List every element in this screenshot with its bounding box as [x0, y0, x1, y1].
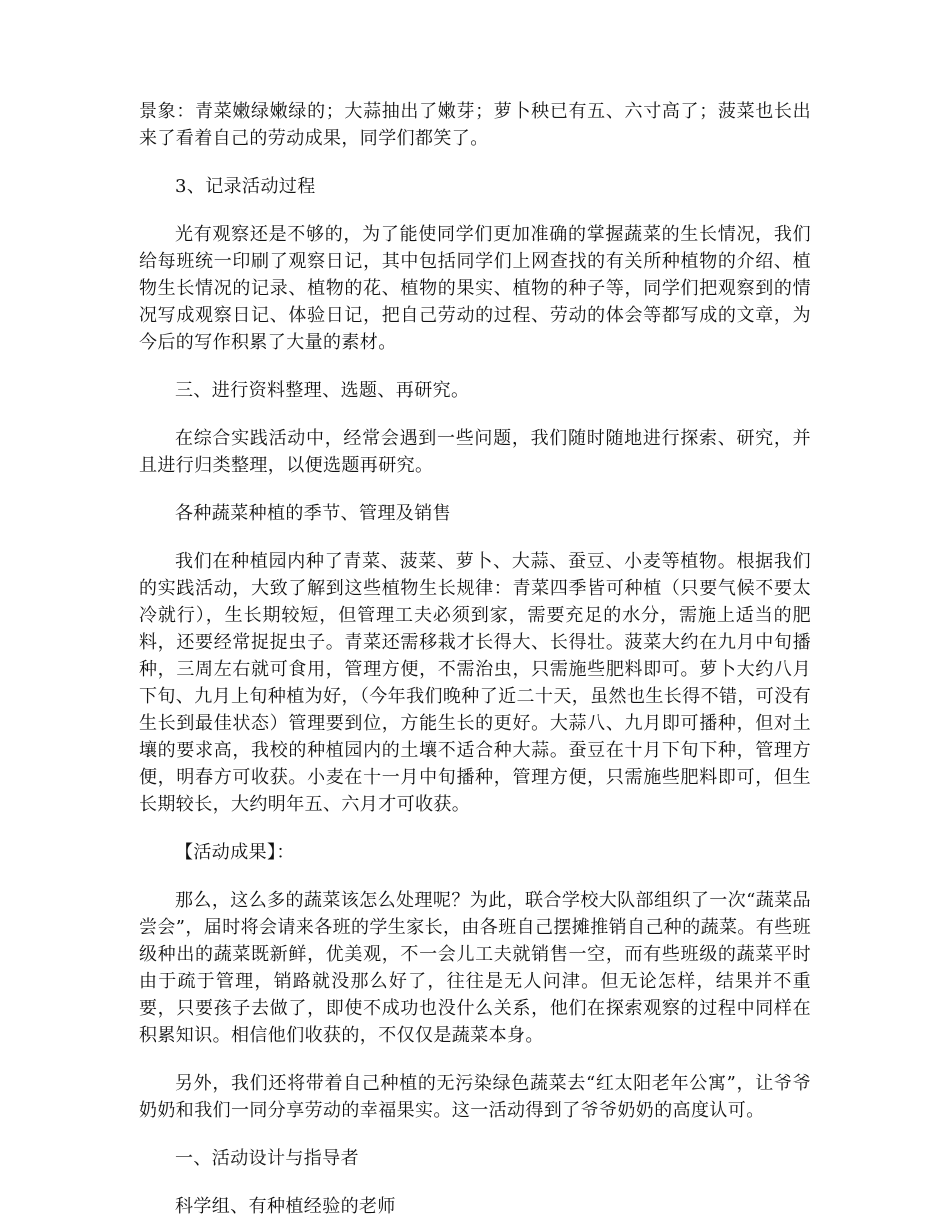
paragraph-planting-details: 我们在种植园内种了青菜、菠菜、萝卜、大蒜、蚕豆、小麦等植物。根据我们的实践活动，大致了解到这些植物生长规律：青菜四季皆可种植（只要气候不要太冷就行），生长期较短，但管理工夫必须到家，需要充足的水分，需施上适当的肥料，还要经常捉捉虫子。青菜还需移栽才长得大、长得壮。菠菜大约在九月中旬播种，三周左右就可食用，管理方便，不需治虫，只需施些肥料即可。萝卜大约八月下旬、九月上旬种植为好，（今年我们晚种了近二十天，虽然也生长得不错，可没有生长到最佳状态）管理要到位，方能生长的更好。大蒜八、九月即可播种，但对土壤的要求高，我校的种植园内的土壤不适合种大蒜。蚕豆在十月下旬下种，管理方便，明春方可收获。小麦在十一月中旬播种，管理方便，只需施些肥料即可，但生长期较长，大约明年五、六月才可收获。: [139, 551, 811, 815]
section-heading-data-organization: 三、进行资料整理、选题、再研究。: [175, 380, 470, 401]
paragraph-tasting-event: 那么，这么多的蔬菜该怎么处理呢？为此，联合学校大队部组织了一次“蔬菜品尝会”，届时将会请来各班的学生家长，由各班自己摆摊推销自己种的蔬菜。有些班级种出的蔬菜既新鲜，优美观，不一会儿工夫就销售一空，而有些班级的蔬菜平时由于疏于管理，销路就没那么好了，往往是无人问津。但无论怎样，结果并不重要，只要孩子去做了，即使不成功也没什么关系，他们在探索观察的过程中同样在积累知识。相信他们收获的，不仅仅是蔬菜本身。: [139, 890, 811, 1046]
section-heading-designers: 一、活动设计与指导者: [175, 1148, 359, 1169]
section-heading-record-process: 3、记录活动过程: [175, 176, 316, 197]
section-heading-vegetable-seasons: 各种蔬菜种植的季节、管理及销售: [175, 503, 451, 524]
paragraph-designer-list: 科学组、有种植经验的老师: [175, 1196, 396, 1217]
paragraph-continuation: 景象：青菜嫩绿嫩绿的；大蒜抽出了嫩芽；萝卜秧已有五、六寸高了；菠菜也长出来了看着自己的劳动成果，同学们都笑了。: [139, 101, 811, 149]
paragraph-observation-diary: 光有观察还是不够的，为了能使同学们更加准确的掌握蔬菜的生长情况，我们给每班统一印刷了观察日记，其中包括同学们上网查找的有关所种植物的介绍、植物生长情况的记录、植物的花、植物的果实、植物的种子等，同学们把观察到的情况写成观察日记、体验日记，把自己劳动的过程、劳动的体会等都写成的文章，为今后的写作积累了大量的素材。: [139, 224, 811, 353]
paragraph-elderly-sharing: 另外，我们还将带着自己种植的无污染绿色蔬菜去“红太阳老年公寓”，让爷爷奶奶和我们一同分享劳动的幸福果实。这一活动得到了爷爷奶奶的高度认可。: [139, 1073, 811, 1121]
section-heading-activity-results: 【活动成果】：: [175, 842, 295, 863]
paragraph-practice-activity: 在综合实践活动中，经常会遇到一些问题，我们随时随地进行探索、研究，并且进行归类整理，以便选题再研究。: [139, 428, 811, 476]
